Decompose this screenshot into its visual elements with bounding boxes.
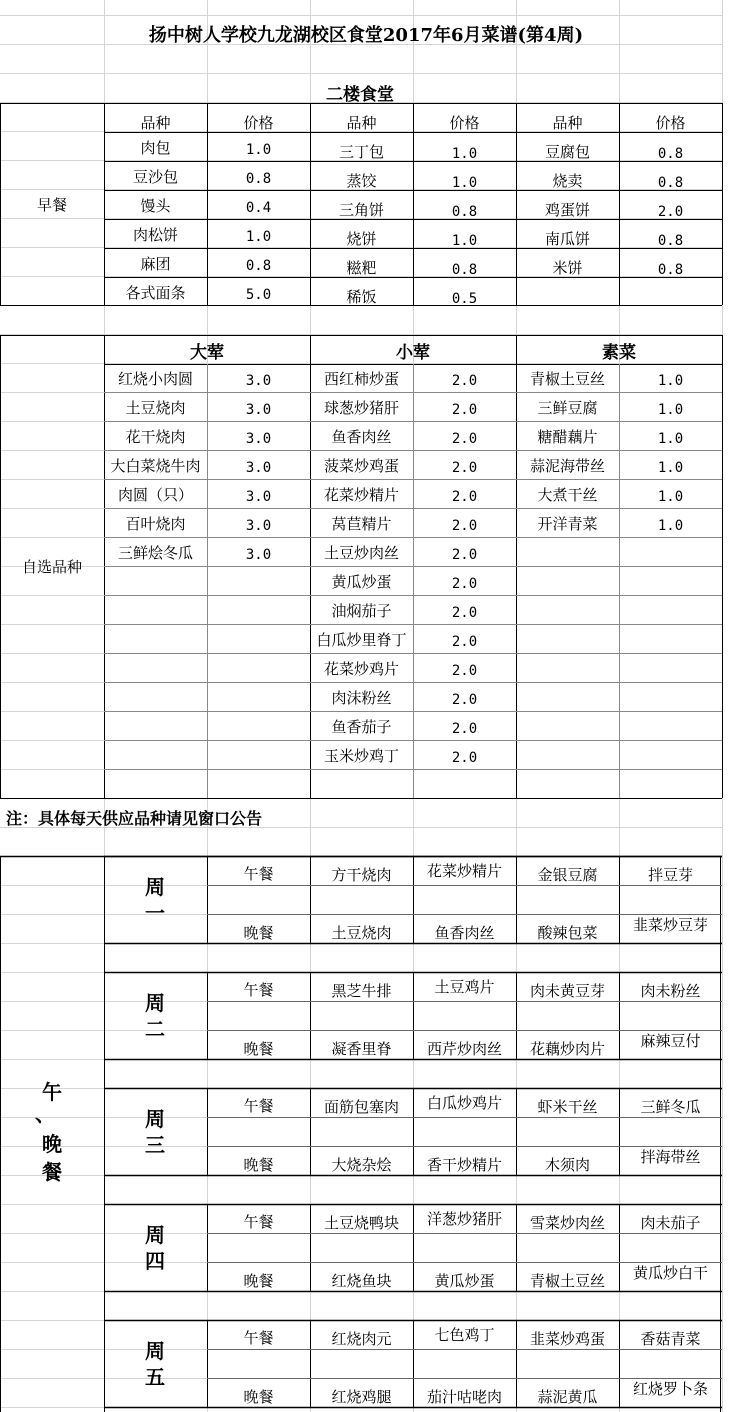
breakfast-item: 糍粑 xyxy=(346,259,377,277)
optional-item: 青椒土豆丝 xyxy=(529,370,606,388)
optional-price: 2.0 xyxy=(451,605,478,621)
breakfast-price: 1.0 xyxy=(245,229,272,245)
breakfast-item: 豆沙包 xyxy=(132,168,179,186)
optional-item: 菠菜炒鸡蛋 xyxy=(323,457,400,475)
breakfast-price: 1.0 xyxy=(451,233,478,249)
optional-item: 土豆炒肉丝 xyxy=(323,544,400,562)
dinner-dish: 凝香里脊 xyxy=(331,1040,392,1058)
lunch-dish: 肉未黄豆芽 xyxy=(529,982,606,1000)
optional-item: 花菜炒精片 xyxy=(323,486,400,504)
lunch-dish: 红烧肉元 xyxy=(331,1330,392,1348)
optional-price: 3.0 xyxy=(245,402,272,418)
meals-label: 午 xyxy=(42,1080,62,1104)
lunch-dish: 肉未粉丝 xyxy=(640,982,701,1000)
optional-price: 2.0 xyxy=(451,692,478,708)
lunch-dish: 洋葱炒猪肝 xyxy=(426,1210,503,1228)
breakfast-price: 2.0 xyxy=(657,204,684,220)
lunch-dish: 拌豆芽 xyxy=(647,866,694,884)
lunch-label: 午餐 xyxy=(243,1213,274,1231)
day-name: 周 二 xyxy=(145,991,165,1041)
lunch-dish: 韭菜炒鸡蛋 xyxy=(529,1330,606,1348)
lunch-dish: 雪菜炒肉丝 xyxy=(529,1214,606,1232)
breakfast-header: 品种 xyxy=(140,114,171,132)
optional-price: 2.0 xyxy=(451,750,478,766)
optional-price: 1.0 xyxy=(657,431,684,447)
meals-label: 、 xyxy=(35,1102,55,1126)
dinner-label: 晚餐 xyxy=(243,924,274,942)
optional-header: 大荤 xyxy=(190,343,224,363)
breakfast-price: 5.0 xyxy=(245,287,272,303)
dinner-dish: 黄瓜炒蛋 xyxy=(434,1272,495,1290)
optional-item: 肉沫粉丝 xyxy=(331,689,392,707)
optional-item: 白瓜炒里脊丁 xyxy=(316,631,407,649)
optional-item: 肉圆（只） xyxy=(117,486,194,504)
optional-price: 2.0 xyxy=(451,547,478,563)
optional-item: 西红柿炒蛋 xyxy=(323,370,400,388)
optional-price: 3.0 xyxy=(245,518,272,534)
breakfast-header: 价格 xyxy=(449,114,480,132)
dinner-dish: 茄汁咕咾肉 xyxy=(426,1388,503,1406)
optional-item: 莴苣精片 xyxy=(331,515,392,533)
lunch-dish: 面筋包塞肉 xyxy=(323,1098,400,1116)
lunch-dish: 方干烧肉 xyxy=(331,866,392,884)
optional-price: 2.0 xyxy=(451,431,478,447)
breakfast-price: 0.8 xyxy=(245,258,272,274)
lunch-label: 午餐 xyxy=(243,865,274,883)
optional-price: 1.0 xyxy=(657,518,684,534)
day-name: 周 五 xyxy=(145,1339,165,1389)
optional-item: 土豆烧肉 xyxy=(125,399,186,417)
breakfast-item: 鸡蛋饼 xyxy=(544,201,591,219)
breakfast-header: 价格 xyxy=(655,114,686,132)
breakfast-price: 0.8 xyxy=(657,233,684,249)
dinner-label: 晚餐 xyxy=(243,1388,274,1406)
optional-item: 大煮干丝 xyxy=(537,486,598,504)
dinner-dish: 拌海带丝 xyxy=(640,1148,701,1166)
optional-price: 2.0 xyxy=(451,576,478,592)
breakfast-item: 肉松饼 xyxy=(132,226,179,244)
lunch-dish: 土豆烧鸭块 xyxy=(323,1214,400,1232)
breakfast-price: 0.4 xyxy=(245,200,272,216)
optional-item: 三鲜豆腐 xyxy=(537,399,598,417)
optional-item: 蒜泥海带丝 xyxy=(529,457,606,475)
dinner-dish: 西芹炒肉丝 xyxy=(426,1040,503,1058)
dinner-dish: 红烧罗卜条 xyxy=(632,1380,709,1398)
optional-item: 大白菜烧牛肉 xyxy=(110,457,201,475)
dinner-dish: 土豆烧肉 xyxy=(331,924,392,942)
optional-item: 玉米炒鸡丁 xyxy=(323,747,400,765)
optional-price: 3.0 xyxy=(245,460,272,476)
lunch-dish: 虾米干丝 xyxy=(537,1098,598,1116)
breakfast-price: 1.0 xyxy=(451,175,478,191)
lunch-dish: 金银豆腐 xyxy=(537,866,598,884)
dinner-dish: 麻辣豆付 xyxy=(640,1032,701,1050)
lunch-label: 午餐 xyxy=(243,1329,274,1347)
optional-price: 1.0 xyxy=(657,402,684,418)
breakfast-item: 稀饭 xyxy=(346,288,377,306)
optional-item: 三鲜烩冬瓜 xyxy=(117,544,194,562)
breakfast-item: 米饼 xyxy=(552,259,583,277)
breakfast-price: 0.8 xyxy=(657,262,684,278)
optional-price: 2.0 xyxy=(451,721,478,737)
lunch-dish: 肉未茄子 xyxy=(640,1214,701,1232)
optional-price: 3.0 xyxy=(245,373,272,389)
lunch-dish: 白瓜炒鸡片 xyxy=(426,1094,503,1112)
dinner-dish: 红烧鸡腿 xyxy=(331,1388,392,1406)
optional-price: 1.0 xyxy=(657,373,684,389)
optional-price: 2.0 xyxy=(451,634,478,650)
lunch-label: 午餐 xyxy=(243,981,274,999)
meals-label: 晚 餐 xyxy=(42,1132,62,1184)
optional-price: 2.0 xyxy=(451,402,478,418)
floor-title: 二楼食堂 xyxy=(326,85,394,105)
breakfast-item: 烧饼 xyxy=(346,230,377,248)
optional-item: 百叶烧肉 xyxy=(125,515,186,533)
dinner-dish: 黄瓜炒白干 xyxy=(632,1264,709,1282)
breakfast-price: 0.8 xyxy=(451,262,478,278)
optional-price: 2.0 xyxy=(451,373,478,389)
day-name: 周 一 xyxy=(145,875,165,925)
dinner-label: 晚餐 xyxy=(243,1156,274,1174)
optional-item: 球葱炒猪肝 xyxy=(323,399,400,417)
dinner-dish: 韭菜炒豆芽 xyxy=(632,916,709,934)
dinner-dish: 香干炒精片 xyxy=(426,1156,503,1174)
breakfast-price: 0.8 xyxy=(245,171,272,187)
breakfast-label: 早餐 xyxy=(36,196,68,214)
dinner-label: 晚餐 xyxy=(243,1040,274,1058)
day-name: 周 四 xyxy=(145,1223,165,1273)
optional-price: 3.0 xyxy=(245,431,272,447)
optional-price: 2.0 xyxy=(451,663,478,679)
optional-item: 黄瓜炒蛋 xyxy=(331,573,392,591)
lunch-dish: 三鲜冬瓜 xyxy=(640,1098,701,1116)
optional-price: 3.0 xyxy=(245,489,272,505)
lunch-label: 午餐 xyxy=(243,1097,274,1115)
optional-price: 2.0 xyxy=(451,518,478,534)
breakfast-item: 三角饼 xyxy=(338,201,385,219)
breakfast-item: 三丁包 xyxy=(338,143,385,161)
breakfast-header: 品种 xyxy=(346,114,377,132)
optional-item: 花干烧肉 xyxy=(125,428,186,446)
optional-item: 鱼香茄子 xyxy=(331,718,392,736)
breakfast-item: 豆腐包 xyxy=(544,143,591,161)
optional-price: 1.0 xyxy=(657,460,684,476)
breakfast-item: 肉包 xyxy=(140,139,171,157)
dinner-dish: 鱼香肉丝 xyxy=(434,924,495,942)
lunch-dish: 黑芝牛排 xyxy=(331,982,392,1000)
optional-price: 2.0 xyxy=(451,489,478,505)
dinner-dish: 蒜泥黄瓜 xyxy=(537,1388,598,1406)
optional-item: 糖醋藕片 xyxy=(537,428,598,446)
dinner-dish: 酸辣包菜 xyxy=(537,924,598,942)
optional-header: 小荤 xyxy=(396,343,430,363)
lunch-dish: 香菇青菜 xyxy=(640,1330,701,1348)
breakfast-price: 0.5 xyxy=(451,291,478,307)
breakfast-price: 0.8 xyxy=(451,204,478,220)
optional-item: 鱼香肉丝 xyxy=(331,428,392,446)
breakfast-header: 价格 xyxy=(243,114,274,132)
breakfast-price: 0.8 xyxy=(657,175,684,191)
optional-price: 3.0 xyxy=(245,547,272,563)
optional-item: 开洋青菜 xyxy=(537,515,598,533)
optional-item: 花菜炒鸡片 xyxy=(323,660,400,678)
breakfast-header: 品种 xyxy=(552,114,583,132)
breakfast-price: 1.0 xyxy=(245,142,272,158)
note-text: 注：具体每天供应品种请见窗口公告 xyxy=(6,809,263,828)
dinner-dish: 青椒土豆丝 xyxy=(529,1272,606,1290)
optional-price: 2.0 xyxy=(451,460,478,476)
optional-header: 素菜 xyxy=(602,343,636,363)
breakfast-item: 各式面条 xyxy=(125,284,186,302)
lunch-dish: 七色鸡丁 xyxy=(434,1326,495,1344)
lunch-dish: 土豆鸡片 xyxy=(434,978,495,996)
dinner-dish: 大烧杂烩 xyxy=(331,1156,392,1174)
breakfast-price: 0.8 xyxy=(657,146,684,162)
breakfast-item: 南瓜饼 xyxy=(544,230,591,248)
breakfast-price: 1.0 xyxy=(451,146,478,162)
breakfast-item: 烧卖 xyxy=(552,172,583,190)
optional-label: 自选品种 xyxy=(21,558,83,576)
lunch-dish: 花菜炒精片 xyxy=(426,862,503,880)
dinner-dish: 红烧鱼块 xyxy=(331,1272,392,1290)
dinner-dish: 花藕炒肉片 xyxy=(529,1040,606,1058)
dinner-label: 晚餐 xyxy=(243,1272,274,1290)
breakfast-item: 蒸饺 xyxy=(346,172,377,190)
optional-item: 油焖茄子 xyxy=(331,602,392,620)
day-name: 周 三 xyxy=(145,1107,165,1157)
page-title: 扬中树人学校九龙湖校区食堂2017年6月菜谱(第4周) xyxy=(148,25,584,46)
dinner-dish: 木须肉 xyxy=(544,1156,591,1174)
optional-item: 红烧小肉圆 xyxy=(117,370,194,388)
breakfast-item: 麻团 xyxy=(140,255,171,273)
breakfast-item: 馒头 xyxy=(140,197,171,215)
optional-price: 1.0 xyxy=(657,489,684,505)
